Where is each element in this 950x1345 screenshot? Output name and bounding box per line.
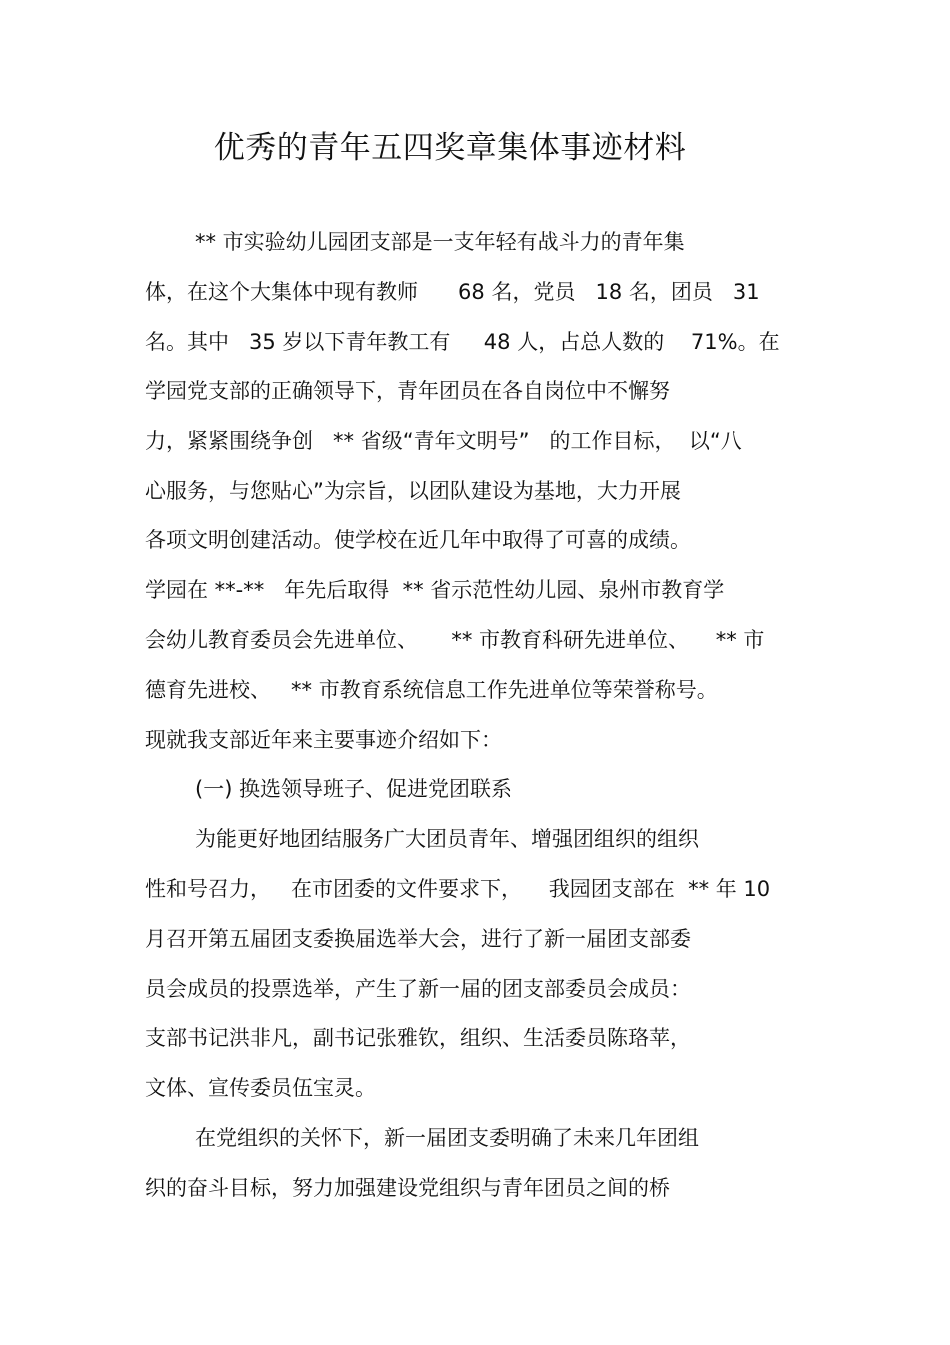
body-line: 学园党支部的正确领导下，青年团员在各自岗位中不懈努	[145, 379, 670, 403]
body-line: 织的奋斗目标，努力加强建设党组织与青年团员之间的桥	[145, 1176, 670, 1200]
body-line: 名。其中 35 岁以下青年教工有 48 人，占总人数的 71%。在	[145, 330, 780, 354]
body-line: 体，在这个大集体中现有教师 68 名，党员 18 名，团员 31	[145, 280, 760, 304]
section-heading: (一) 换选领导班子、促进党团联系	[195, 777, 513, 801]
body-line: 为能更好地团结服务广大团员青年、增强团组织的组织	[195, 827, 699, 851]
body-line: 在党组织的关怀下，新一届团支委明确了未来几年团组	[195, 1126, 699, 1150]
body-line: 支部书记洪非凡，副书记张雅钦，组织、生活委员陈珞苹，	[145, 1026, 691, 1050]
body-line: 会幼儿教育委员会先进单位、 ** 市教育科研先进单位、 ** 市	[145, 628, 765, 652]
body-line: 力，紧紧围绕争创 ** 省级“青年文明号” 的工作目标， 以“八	[145, 429, 742, 453]
document-title: 优秀的青年五四奖章集体事迹材料	[213, 130, 687, 166]
body-line: 文体、宣传委员伍宝灵。	[145, 1076, 376, 1100]
body-line: 现就我支部近年来主要事迹介绍如下：	[145, 728, 502, 752]
body-line: 德育先进校、 ** 市教育系统信息工作先进单位等荣誉称号。	[145, 678, 718, 702]
body-line: ** 市实验幼儿园团支部是一支年轻有战斗力的青年集	[195, 230, 685, 254]
body-line: 各项文明创建活动。使学校在近几年中取得了可喜的成绩。	[145, 528, 691, 552]
body-line: 月召开第五届团支委换届选举大会，进行了新一届团支部委	[145, 927, 691, 951]
body-line: 员会成员的投票选举，产生了新一届的团支部委员会成员：	[145, 977, 691, 1001]
body-line: 性和号召力， 在市团委的文件要求下， 我园团支部在 ** 年 10	[145, 877, 771, 901]
body-line: 学园在 **-** 年先后取得 ** 省示范性幼儿园、泉州市教育学	[145, 578, 725, 602]
body-line: 心服务，与您贴心”为宗旨，以团队建设为基地，大力开展	[145, 479, 681, 503]
